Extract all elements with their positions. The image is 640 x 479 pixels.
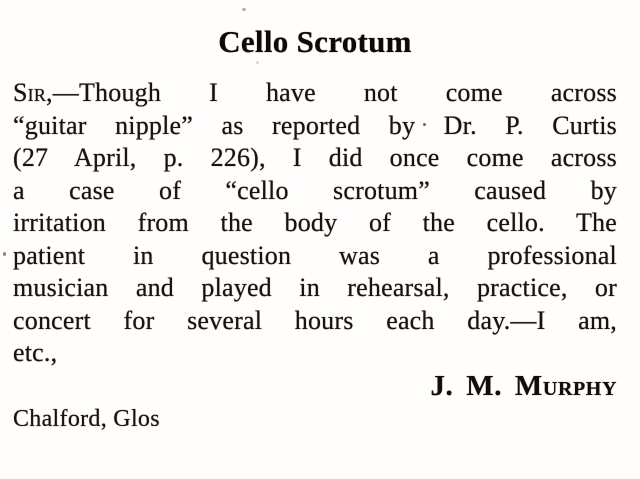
letter-line: musician and played in rehearsal, practice, or xyxy=(13,273,617,302)
letter-line: patient in question was a professional xyxy=(13,240,617,270)
letter-line: “guitar nipple” as reported by Dr. P. Curtis xyxy=(13,110,617,140)
letter-line: (27 April, p. 226), I did once come across xyxy=(13,143,617,172)
letter-line: etc., xyxy=(13,338,58,367)
letter-line: irritation from the body of the cello. The xyxy=(13,208,617,237)
address-line: Chalford, Glos xyxy=(13,405,160,432)
letter-column xyxy=(13,0,617,433)
letter-body xyxy=(13,77,617,370)
letter-title: Cello Scrotum xyxy=(218,24,412,59)
letter-line: a case of “cello scrotum” caused by xyxy=(13,175,617,205)
letter-line xyxy=(13,77,617,110)
letter-line: concert for several hours each day.—I am, xyxy=(13,305,617,335)
salutation: Sir, xyxy=(13,78,53,107)
letter-line-text: —Though I have not come across xyxy=(52,78,617,107)
scan-speck xyxy=(3,252,6,256)
signature: J. M. Murphy xyxy=(430,369,617,402)
